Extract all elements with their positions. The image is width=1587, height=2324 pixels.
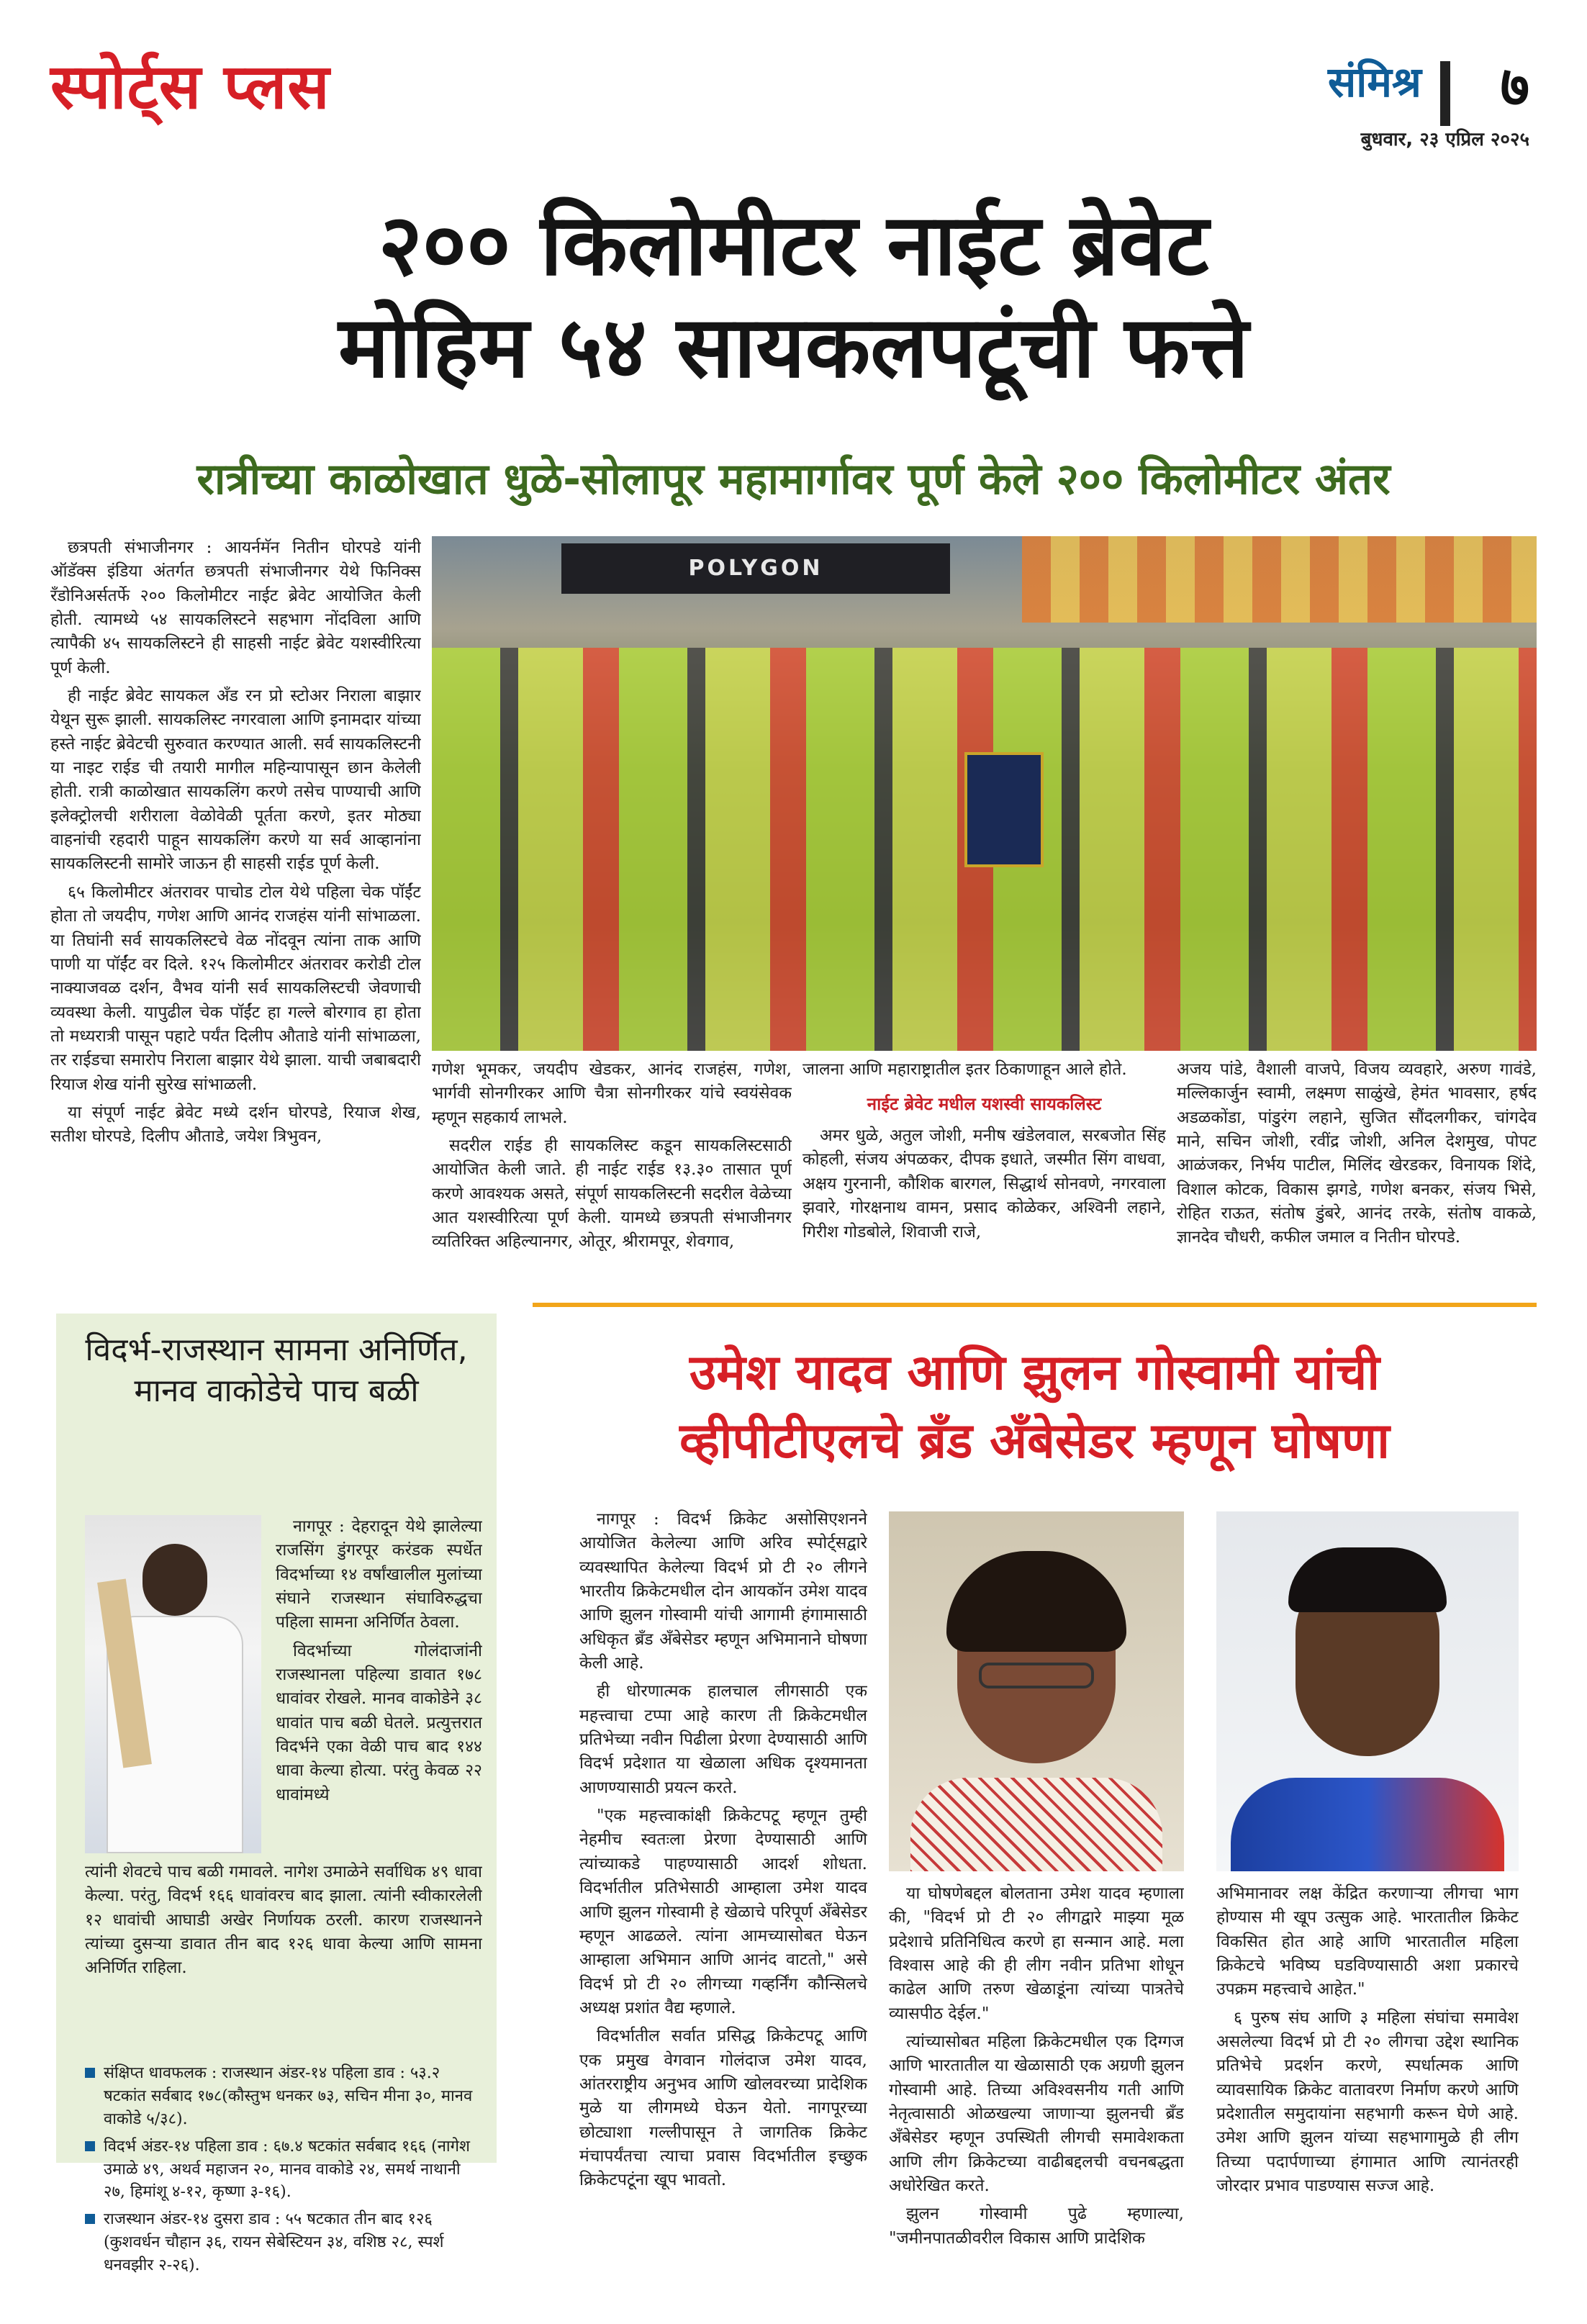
vidarbha-column-right — [276, 1515, 482, 1853]
lead-column-1 — [50, 536, 421, 1288]
paragraph: ६५ किलोमीटर अंतरावर पाचोड टोल येथे पहिला चेक पॉईंट होता तो जयदीप, गणेश आणि आनंद राजहंस यांनी सांभाळला. या तिघांनी सर्व सायकलिस्टचे वेळ नोंदवून त्यांना ताक आणि पाणी या पॉईंट वर दिले. १२५ किलोमीटर अंतरावर करोडी टोल नाक्याजवळ दर्शन, वैभव यांनी सर्व सायकलिस्टची जेवणाची व्यवस्था केली. यापुढील चेक पॉईंट हा गल्ले बोरगाव हा होता तो मध्यरात्री पासून पहाटे पर्यंत दिलीप औताडे यांनी सांभाळला, तर राईडचा समारोप निराला बाझार येथे झाला. याची जबाबदारी रियाज शेख यांनी सुरेख सांभाळली. — [50, 882, 421, 1094]
bullet-icon — [85, 2141, 95, 2151]
paragraph: सदरील राईड ही सायकलिस्ट कडून सायकलिस्टसाठी आयोजित केली जाते. ही नाईट राईड १३.३० तासात पूर्ण करणे आवश्यक असते, संपूर्ण सायकलिस्टनी सदरील वेळेच्या आत यशस्वीरित्या पूर्ण केली. यामध्ये छत्रपती संभाजीनगर व्यतिरिक्त अहिल्यानगर, ओतूर, श्रीरामपूर, शेवगाव, — [432, 1136, 792, 1252]
vpl-column-1 — [579, 1508, 867, 2300]
vpl-headline-line-1: उमेश यादव आणि झुलन गोस्वामी यांची — [689, 1344, 1380, 1401]
photo-bunting — [1022, 536, 1537, 623]
paragraph: झुलन गोस्वामी पुढे म्हणाल्या, "जमीनपातळीवरील विकास आणि प्रादेशिक — [889, 2205, 1184, 2248]
paragraph: ६ पुरुष संघ आणि ३ महिला संघांचा समावेश असलेल्या विदर्भ प्रो टी २० लीगचा उद्देश स्थानिक प्रतिभेचे प्रदर्शन करणे, स्पर्धात्मक आणि व्यावसायिक क्रिकेट वातावरण निर्माण करणे आणि प्रदेशातील समुदायांना सहभागी करून घेणे आहे. उमेश आणि झुलन यांच्या सहभागामुळे ही लीग तिच्या पदार्पणाच्या हंगामात आणि त्यानंतरही जोरदार प्रभाव पाडण्यास सज्ज आहे. — [1216, 2008, 1519, 2196]
vpl-headline — [533, 1339, 1537, 1475]
umesh-yadav-photo — [1216, 1511, 1519, 1871]
lead-headline — [50, 194, 1537, 398]
scorecard-list — [85, 2062, 482, 2282]
list-item: राजस्थान अंडर-१४ दुसरा डाव : ५५ षटकात तीन बाद १२६ (कुशवर्धन चौहान ३६, रायन सेबेस्टियन ३४, वशिष्ठ २८, स्पर्श धनवझीर २-२६). — [85, 2208, 482, 2277]
glasses-icon — [979, 1663, 1094, 1688]
photo-hair — [946, 1551, 1126, 1652]
list-item: विदर्भ अंडर-१४ पहिला डाव : ६७.४ षटकांत सर्वबाद १६६ (नागेश उमाळे ४९, अथर्व महाजन २०, मानव वाकोडे २४, समर्थ नाथानी २७, हिमांशू ४-१२, कृष्णा ३-१६). — [85, 2135, 482, 2205]
paragraph: या संपूर्ण नाईट ब्रेवेट मध्ये दर्शन घोरपडे, रियाज शेख, सतीश घोरपडे, दिलीप औताडे, जयेश त्रिभुवन, — [50, 1103, 421, 1147]
paragraph: नागपूर : विदर्भ क्रिकेट असोसिएशनने आयोजित केलेल्या आणि अरिव स्पोर्ट्सद्वारे व्यवस्थापित केलेल्या विदर्भ प्रो टी २० लीगने भारतीय क्रिकेटमधील दोन आयकॉन उमेश यादव आणि झुलन गोस्वामी यांची आगामी हंगामासाठी अधिकृत ब्रँड अँबेसेडर म्हणून अभिमानाने घोषणा केली आहे. — [579, 1510, 867, 1673]
cyclists-group-photo — [432, 536, 1537, 1051]
vpl-column-2 — [889, 1882, 1184, 2285]
paragraph: त्यांनी शेवटचे पाच बळी गमावले. नागेश उमाळेने सर्वाधिक ४९ धावा केल्या. परंतु, विदर्भ १६६ धावांवरच बाद झाला. त्यांनी स्वीकारलेली १२ धावांची आघाडी अखेर निर्णायक ठरली. कारण राजस्थानने त्यांच्या दुसऱ्या डावात तीन बाद १२६ धावा केल्या आणि सामना अनिर्णित राहिला. — [85, 1863, 482, 1978]
vpl-column-3 — [1216, 1882, 1519, 2285]
paragraph: अमर धुळे, अतुल जोशी, मनीष खंडेलवाल, सरबजोत सिंह कोहली, संजय अंपळकर, दीपक इधाते, जस्मीत सिंग वाधवा, अक्षय गुरनानी, कौशिक बारगल, सिद्धार्थ सोनवणे, नगरवाला झवारे, गोरक्षनाथ वामन, प्रसाद कोळेकर, अश्विनी लहाने, गिरीश गोडबोले, शिवाजी राजे, — [802, 1126, 1166, 1242]
player-photo — [85, 1515, 261, 1853]
page-number: ७ — [1500, 55, 1529, 119]
photo-trophy — [964, 752, 1044, 867]
lead-deck: रात्रीच्या काळोखात धुळे-सोलापूर महामार्गावर पूर्ण केले २०० किलोमीटर अंतर — [196, 454, 1391, 505]
section-divider — [1440, 61, 1450, 126]
lead-column-2 — [432, 1058, 792, 1288]
finishers-subheading: नाईट ब्रेवेट मधील यशस्वी सायकलिस्ट — [867, 1094, 1102, 1115]
masthead — [50, 50, 1537, 158]
vidarbha-column-full — [85, 1860, 482, 2062]
paragraph: अभिमानावर लक्ष केंद्रित करणाऱ्या लीगचा भाग होण्यास मी खूप उत्सुक आहे. भारतातील क्रिकेट विकसित होत आहे आणि भारतातील महिला क्रिकेटचे भविष्य घडविण्यासाठी अशा प्रकारचे उपक्रम महत्त्वाचे आहेत." — [1216, 1884, 1519, 1999]
paragraph: ही धोरणात्मक हालचाल लीगसाठी एक महत्त्वाचा टप्पा आहे कारण ती क्रिकेटमधील प्रतिभेच्या नवीन पिढीला प्रेरणा देण्यासाठी आणि विदर्भ प्रदेशात या खेळाला अधिक दृश्यमानता आणण्यासाठी प्रयत्न करते. — [579, 1682, 867, 1797]
lead-headline-line-2: मोहिम ५४ सायकलपटूंची फत्ते — [338, 297, 1249, 397]
paragraph: त्यांच्यासोबत महिला क्रिकेटमधील एक दिग्गज आणि भारतातील या खेळासाठी एक अग्रणी झुलन गोस्वामी आहे. तिच्या अविश्वसनीय गती आणि नेतृत्वासाठी ओळखल्या जाणाऱ्या झुलनची ब्रँड अँबेसेडर म्हणून उपस्थिती लीगची समावेशकता आणि लीग क्रिकेटच्या वाढीबद्दलची वचनबद्धता अधोरेखित करते. — [889, 2033, 1184, 2196]
issue-date: बुधवार, २३ एप्रिल २०२५ — [1360, 129, 1529, 150]
player-head — [143, 1544, 207, 1616]
photo-jersey — [1231, 1778, 1504, 1871]
paragraph: जालना आणि महाराष्ट्रातील इतर ठिकाणाहून आले होते. — [802, 1060, 1127, 1079]
photo-clothing — [910, 1778, 1162, 1871]
paragraph: छत्रपती संभाजीनगर : आयर्नमॅन नितीन घोरपडे यांनी ऑडॅक्स इंडिया अंतर्गत छत्रपती संभाजीनगर येथे फिनिक्स रॅंडोनिअर्सतर्फे २०० किलोमीटर नाईट ब्रेवेट आयोजित केली होती. त्यामध्ये ५४ सायकलिस्टने सहभाग नोंदविला आणि त्यापैकी ४५ सायकलिस्टने ही साहसी नाईट ब्रेवेट यशस्वीरित्या पूर्ण केली. — [50, 538, 421, 677]
paragraph: "एक महत्त्वाकांक्षी क्रिकेटपटू म्हणून तुम्ही नेहमीच स्वतःला प्रेरणा देण्यासाठी आणि त्यांच्याकडे पाहण्यासाठी आदर्श शोधता. विदर्भातील प्रतिभेसाठी आम्हाला उमेश यादव आणि झुलन गोस्वामी हे खेळाचे परिपूर्ण अँबेसेडर म्हणून आढळले. त्यांना आमच्यासोबत घेऊन आम्हाला अभिमान आणि आनंद वाटतो," असे विदर्भ प्रो टी २० लीगच्या गव्हर्निंग कौन्सिलचे अध्यक्ष प्रशांत वैद्य म्हणाले. — [579, 1807, 867, 2017]
list-item: संक्षिप्त धावफलक : राजस्थान अंडर-१४ पहिला डाव : ५३.२ षटकांत सर्वबाद १७८(कौस्तुभ धनकर ७३, सचिन मीना ३०, मानव वाकोडे ५/३८). — [85, 2062, 482, 2131]
lead-column-4 — [1177, 1058, 1537, 1288]
lead-column-3 — [802, 1058, 1166, 1288]
jhulan-goswami-photo — [889, 1511, 1184, 1871]
brand-title: स्पोर्ट्स प्लस — [50, 51, 330, 123]
paragraph: या घोषणेबद्दल बोलताना उमेश यादव म्हणाला की, "विदर्भ प्रो टी २० लीगद्वारे माझ्या मूळ प्रदेशाचे प्रतिनिधित्व करणे हा सन्मान आहे. मला विश्वास आहे की ही लीग नवीन प्रतिभा शोधून काढेल आणि तरुण खेळाडूंना त्यांच्या पात्रतेचे व्यासपीठ देईल." — [889, 1884, 1184, 2023]
vidarbha-headline: विदर्भ-राजस्थान सामना अनिर्णित, मानव वाकोडेचे पाच बळी — [85, 1331, 468, 1410]
photo-hair — [1288, 1547, 1447, 1612]
paragraph: गणेश भूमकर, जयदीप खेडकर, आनंद राजहंस, गणेश, भार्गवी सोनगीरकर आणि चैत्रा सोनगीरकर यांचे स्वयंसेवक म्हणून सहकार्य लाभले. — [432, 1060, 792, 1127]
vidarbha-story-box — [56, 1314, 497, 2275]
paragraph: विदर्भातील सर्वात प्रसिद्ध क्रिकेटपटू आणि एक प्रमुख वेगवान गोलंदाज उमेश यादव, आंतरराष्ट्रीय अनुभव आणि खोलवरच्या प्रादेशिक मुळे या लीगमध्ये घेऊन येतो. नागपूरच्या छोट्याशा गल्लीपासून ते जागतिक क्रिकेट मंचापर्यंतचा त्याचा प्रवास विदर्भातील इच्छुक क्रिकेटपटूंना खूप भावतो. — [579, 2027, 867, 2190]
bullet-icon — [85, 2214, 95, 2224]
paragraph: ही नाईट ब्रेवेट सायकल अँड रन प्रो स्टोअर निराला बाझार येथून सुरू झाली. सायकलिस्ट नगरवाला आणि इनामदार यांच्या हस्ते नाईट ब्रेवेटची सुरुवात करण्यात आली. सर्व सायकलिस्टनी या नाइट राईड ची तयारी मागील महिन्यापासून छान केलेली होती. रात्री काळोखात सायकलिंग करणे तसेच पाण्याची आणि इलेक्ट्रोलची शरीराला वेळोवेळी पूर्तता करणे, इतर मोठ्या वाहनांची रहदारी पाहून सायकलिंग करणे या सर्व आव्हानांना सायकलिस्टनी सामोरे जाऊन ही साहसी राईड पूर्ण केली. — [50, 687, 421, 874]
paragraph: अजय पांडे, वैशाली वाजपे, विजय व्यवहारे, अरुण गावंडे, मल्लिकार्जुन स्वामी, लक्ष्मण साळुंखे, हेमंत भावसार, हर्षद अडळकोंडा, पांडुरंग लहाने, सुजित सौंदलगीकर, चांगदेव माने, सचिन जोशी, रवींद्र जोशी, अनिल देशमुख, पोपट आळंजकर, निर्भय पाटील, मिलिंद खेरडकर, विनायक शिंदे, विशाल कोटक, विकास झगडे, गणेश बनकर, संजय भिसे, रोहित राऊत, संतोष डुंबरे, आनंद तरके, संतोष वाकळे, ज्ञानदेव चौधरी, कफील जमाल व नितीन घोरपडे. — [1177, 1060, 1537, 1247]
paragraph: विदर्भाच्या गोलंदाजांनी राजस्थानला पहिल्या डावात १७८ धावांवर रोखले. मानव वाकोडेने ३८ धावांत पाच बळी घेतले. प्रत्युत्तरात विदर्भने एका वेळी पाच बाद १४४ धावा केल्या होत्या. परंतु केवळ २२ धावांमध्ये — [276, 1641, 482, 1804]
paragraph: नागपूर : देहरादून येथे झालेल्या राजसिंग डुंगरपूर करंडक स्पर्धेत विदर्भाच्या १४ वर्षांखालील मुलांच्या संघाने राजस्थान संघाविरुद्धचा पहिला सामना अनिर्णित ठेवला. — [276, 1517, 482, 1632]
lead-headline-line-1: २०० किलोमीटर नाईट ब्रेवेट — [378, 195, 1209, 294]
bullet-icon — [85, 2068, 95, 2078]
vpl-headline-line-2: व्हीपीटीएलचे ब्रँड अँबेसेडर म्हणून घोषणा — [679, 1413, 1390, 1470]
section-rule — [533, 1303, 1537, 1307]
section-name: संमिश्र — [1328, 58, 1421, 107]
photo-tent-sign: POLYGON — [561, 543, 950, 594]
